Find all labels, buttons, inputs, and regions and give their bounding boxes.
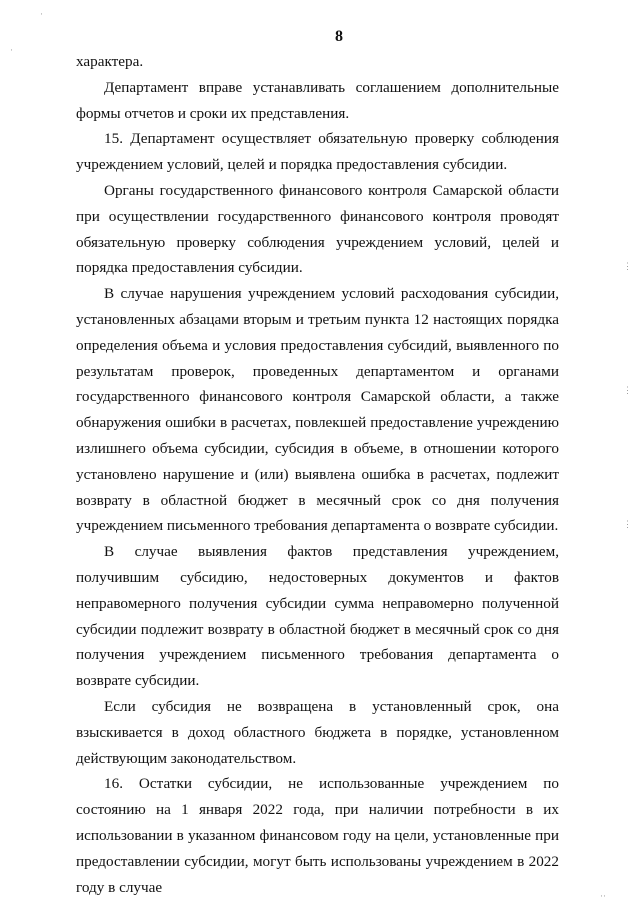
paragraph-violation-refund: В случае нарушения учреждением условий расходования субсидии, установленных абзацами вторым и третьим пункта 12 настоящих порядка определения объема и условия предоставления субсидий, выявленного по результатам проверок, проведенных департаментом и органами государственного финансового контроля Самарской области, а также обнаружения ошибки в расчетах, повлекшей предоставление учреждению излишнего объема субсидии, субсидия в объеме, в отношении которого установлено нарушение и (или) выявлена ошибка в расчетах, подлежит возврату в областной бюджет в месячный срок со дня получения учреждением письменного требования департамента о возврате субсидии. <box>76 285 559 535</box>
paragraph-financial-control: Органы государственного финансового контроля Самарской области при осуществлении государственного финансового контроля проводят обязательную проверку соблюдения учреждением условий, целей и порядка предоставления субсидии. <box>76 181 559 277</box>
paragraph-false-documents: В случае выявления фактов представления учреждением, получившим субсидию, недостоверных документов и фактов неправомерного получения субсидии сумма неправомерно полученной субсидии подлежит возврату в областной бюджет в месячный срок со дня получения учреждением письменного требования департамента о возврате субсидии. <box>76 543 559 690</box>
page-number: 8 <box>335 28 344 45</box>
scan-speck: ⋮ <box>623 261 632 271</box>
document-body <box>76 49 559 900</box>
scan-speck: ⋮ <box>623 519 632 529</box>
paragraph-continuation: характера. <box>76 53 144 70</box>
paragraph-16-remaining: 16. Остатки субсидии, не использованные учреждением по состоянию на 1 января 2022 года, при наличии потребности в их использовании в указанном финансовом году на цели, установленные при предоставлении субсидии, могут быть использованы учреждением в 2022 году в случае <box>76 775 559 896</box>
scan-speck: ⋮ <box>623 385 632 395</box>
paragraph-15-verification: 15. Департамент осуществляет обязательную проверку соблюдения учреждением условий, целей и порядка предоставления субсидии. <box>76 130 559 174</box>
scan-speck: ·· <box>600 891 606 901</box>
paragraph-recovery: Если субсидия не возвращена в установленный срок, она взыскивается в доход областного бюджета в порядке, установленном действующим законодательством. <box>76 697 559 767</box>
paragraph-reporting-forms: Департамент вправе устанавливать соглашением дополнительные формы отчетов и сроки их представления. <box>76 78 559 122</box>
scan-speck: · <box>10 45 13 55</box>
scan-speck: · <box>40 9 43 19</box>
